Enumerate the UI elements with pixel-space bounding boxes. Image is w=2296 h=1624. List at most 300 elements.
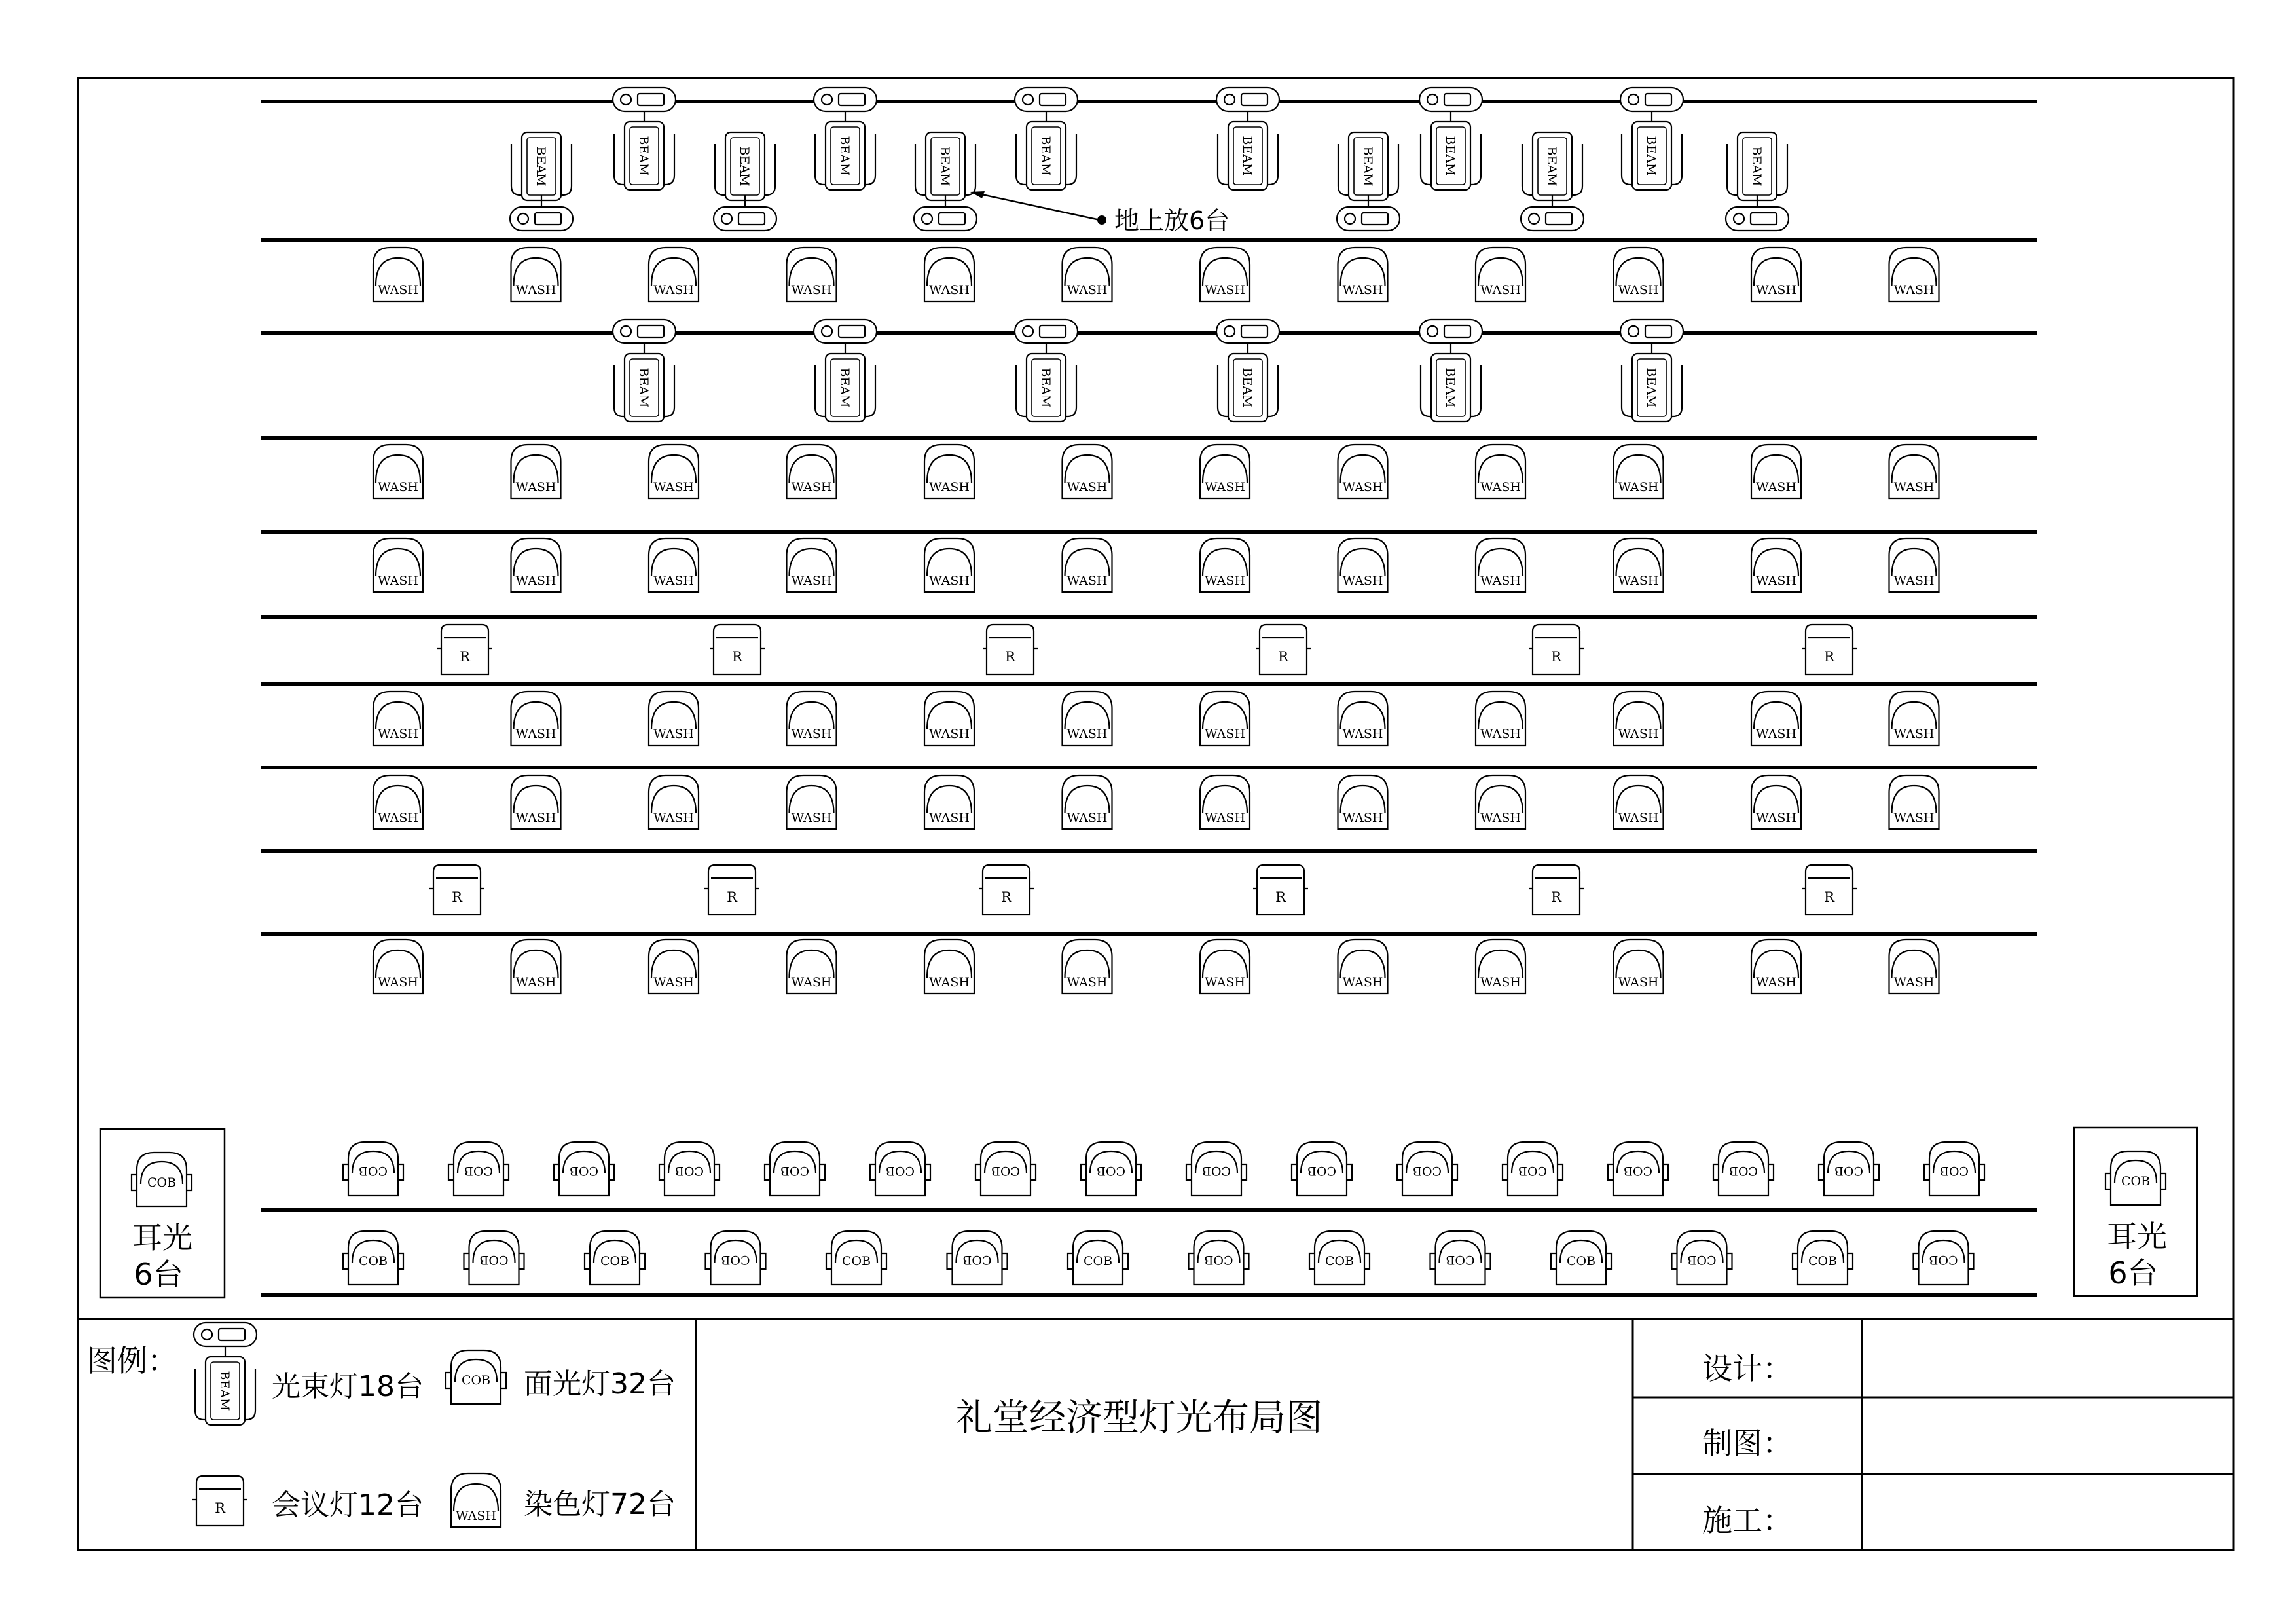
- wash-fixture: [649, 692, 699, 745]
- meeting-fixture: [704, 865, 759, 915]
- wash-fixture-label: WASH: [791, 283, 832, 297]
- legend-label-meeting: 会议灯12台: [272, 1488, 424, 1522]
- meeting-fixture-label: R: [1001, 889, 1011, 905]
- ear-cob-fixture: [2105, 1151, 2166, 1205]
- wash-fixture: [373, 775, 423, 829]
- cob-fixture-label: COB: [1518, 1164, 1548, 1178]
- wash-fixture: [924, 692, 974, 745]
- cob-fixture-label: COB: [885, 1164, 915, 1178]
- cob-fixture: [1397, 1142, 1457, 1196]
- meeting-fixture: [1253, 865, 1308, 915]
- cob-fixture-label: COB: [1096, 1164, 1126, 1178]
- wash-fixture: [1338, 775, 1388, 829]
- wash-fixture-label: WASH: [515, 975, 556, 989]
- beam-fixture-label: BEAM: [938, 146, 952, 187]
- cob-fixture: [585, 1231, 645, 1285]
- wash-fixture: [511, 940, 561, 993]
- wash-fixture: [1889, 445, 1939, 498]
- wash-fixture: [1063, 538, 1112, 592]
- wash-fixture-label: WASH: [1756, 283, 1796, 297]
- cob-fixture-label: COB: [569, 1164, 599, 1178]
- wash-fixture-label: WASH: [1205, 975, 1245, 989]
- meeting-fixture-label: R: [215, 1500, 225, 1516]
- wash-fixture-label: WASH: [1618, 574, 1659, 588]
- wash-fixture-label: WASH: [929, 975, 970, 989]
- cob-fixture-label: COB: [780, 1164, 810, 1178]
- wash-fixture: [924, 445, 974, 498]
- beam-fixture-label: BEAM: [1240, 367, 1254, 408]
- cob-fixture-label: COB: [1687, 1253, 1717, 1267]
- wash-fixture-label: WASH: [929, 574, 970, 588]
- legend-beam-icon: [194, 1323, 257, 1425]
- wash-fixture-label: WASH: [1893, 283, 1935, 297]
- construction-label: 施工：: [1702, 1503, 1793, 1538]
- wash-fixture: [1614, 775, 1664, 829]
- beam-fixture: [1521, 132, 1584, 231]
- cob-fixture-label: COB: [962, 1253, 992, 1267]
- cob-fixture-label: COB: [991, 1164, 1021, 1178]
- cob-fixture: [1068, 1231, 1128, 1285]
- wash-fixture: [649, 248, 699, 301]
- beam-fixture-label: BEAM: [1240, 136, 1254, 176]
- wash-fixture-label: WASH: [929, 480, 970, 494]
- wash-fixture: [649, 775, 699, 829]
- meeting-fixture: [1802, 865, 1857, 915]
- beam-fixture: [1216, 320, 1279, 422]
- cob-fixture: [659, 1142, 720, 1196]
- ear-light-right-count: 6台: [2108, 1255, 2158, 1291]
- legend-meeting-icon: [192, 1476, 247, 1526]
- beam-fixture-label: BEAM: [636, 367, 651, 408]
- wash-fixture-label: WASH: [1893, 811, 1935, 825]
- wash-fixture: [1751, 940, 1801, 993]
- wash-fixture: [1476, 445, 1525, 498]
- cob-fixture-label: COB: [721, 1253, 750, 1267]
- wash-fixture: [1751, 692, 1801, 745]
- wash-fixture: [787, 940, 837, 993]
- wash-fixture: [1614, 940, 1664, 993]
- beam-fixture-label: BEAM: [1749, 146, 1764, 187]
- wash-fixture-label: WASH: [515, 811, 556, 825]
- cob-fixture: [870, 1142, 930, 1196]
- wash-fixture-label: WASH: [515, 480, 556, 494]
- wash-fixture: [649, 445, 699, 498]
- wash-fixture: [1889, 940, 1939, 993]
- cob-fixture: [1292, 1142, 1352, 1196]
- ear-light-right-name: 耳光: [2107, 1219, 2167, 1254]
- cob-fixture-label: COB: [1728, 1164, 1758, 1178]
- wash-fixture: [1614, 248, 1664, 301]
- cob-fixture-label: COB: [2121, 1174, 2151, 1189]
- cob-fixture-label: COB: [1939, 1164, 1969, 1178]
- cob-fixture-label: COB: [1566, 1254, 1596, 1268]
- ear-light-left-count: 6台: [134, 1257, 183, 1292]
- cob-fixture: [947, 1231, 1008, 1285]
- floor-note-arrowhead: [970, 191, 985, 198]
- cob-fixture-label: COB: [1808, 1254, 1838, 1268]
- wash-fixture-label: WASH: [515, 283, 556, 297]
- beam-fixture-label: BEAM: [1644, 136, 1658, 176]
- wash-fixture-label: WASH: [929, 727, 970, 741]
- meeting-fixture-label: R: [1551, 889, 1561, 905]
- cob-fixture: [826, 1231, 886, 1285]
- meeting-fixture: [1256, 625, 1311, 674]
- wash-fixture-label: WASH: [378, 480, 418, 494]
- wash-fixture: [1063, 445, 1112, 498]
- wash-fixture: [924, 940, 974, 993]
- wash-fixture: [1751, 775, 1801, 829]
- wash-fixture-label: WASH: [791, 574, 832, 588]
- wash-fixture-label: WASH: [653, 975, 694, 989]
- wash-fixture-label: WASH: [1066, 811, 1108, 825]
- meeting-fixture: [1802, 625, 1857, 674]
- wash-fixture: [1063, 248, 1112, 301]
- beam-fixture: [510, 132, 573, 231]
- cob-fixture-label: COB: [1623, 1164, 1653, 1178]
- wash-fixture: [649, 538, 699, 592]
- wash-fixture-label: WASH: [1342, 283, 1383, 297]
- wash-fixture: [1200, 445, 1250, 498]
- cob-fixture-label: COB: [479, 1253, 509, 1267]
- wash-fixture-label: WASH: [1205, 574, 1245, 588]
- cob-fixture-label: COB: [147, 1175, 177, 1190]
- wash-fixture-label: WASH: [1480, 480, 1521, 494]
- wash-fixture: [924, 538, 974, 592]
- wash-fixture-label: WASH: [1893, 727, 1935, 741]
- cob-fixture: [706, 1231, 766, 1285]
- wash-fixture-label: WASH: [1066, 727, 1108, 741]
- wash-fixture-label: WASH: [1205, 480, 1245, 494]
- cob-fixture: [765, 1142, 825, 1196]
- beam-fixture-label: BEAM: [534, 146, 548, 187]
- wash-fixture: [373, 538, 423, 592]
- wash-fixture-label: WASH: [1066, 480, 1108, 494]
- wash-fixture: [1614, 445, 1664, 498]
- wash-fixture-label: WASH: [653, 283, 694, 297]
- wash-fixture: [1889, 692, 1939, 745]
- wash-fixture: [1751, 445, 1801, 498]
- design-label: 设计：: [1702, 1351, 1793, 1386]
- wash-fixture: [1476, 940, 1525, 993]
- cob-fixture-label: COB: [1201, 1164, 1231, 1178]
- meeting-fixture-label: R: [732, 649, 742, 665]
- beam-fixture-label: BEAM: [1038, 367, 1053, 408]
- cob-fixture-label: COB: [1307, 1164, 1337, 1178]
- meeting-fixture: [710, 625, 765, 674]
- ear-light-left-icon: [132, 1153, 192, 1206]
- wash-fixture-label: WASH: [1205, 727, 1245, 741]
- cob-fixture-label: COB: [1929, 1253, 1958, 1267]
- ear-light-right: [2074, 1128, 2197, 1296]
- wash-fixture: [373, 248, 423, 301]
- wash-fixture-label: WASH: [378, 727, 418, 741]
- beam-fixture: [714, 132, 776, 231]
- wash-fixture: [1476, 538, 1525, 592]
- beam-fixture-label: BEAM: [1544, 146, 1559, 187]
- wash-fixture: [1200, 248, 1250, 301]
- ear-light-right-icon: [2105, 1151, 2166, 1205]
- wash-fixture: [787, 445, 837, 498]
- beam-fixture: [613, 88, 676, 190]
- wash-fixture: [373, 692, 423, 745]
- wash-fixture-label: WASH: [1480, 811, 1521, 825]
- cob-fixture: [975, 1142, 1036, 1196]
- meeting-fixture-label: R: [1824, 649, 1834, 665]
- meeting-fixture: [437, 625, 492, 674]
- wash-fixture: [1338, 538, 1388, 592]
- wash-fixture-label: WASH: [929, 811, 970, 825]
- beam-fixture: [613, 320, 676, 422]
- beam-fixture: [1337, 132, 1400, 231]
- cob-fixture-label: COB: [1446, 1253, 1475, 1267]
- beam-fixture-label: BEAM: [1443, 367, 1457, 408]
- meeting-fixture-label: R: [1275, 889, 1286, 905]
- cob-fixture: [1914, 1231, 1974, 1285]
- wash-fixture-label: WASH: [1480, 975, 1521, 989]
- cob-fixture: [343, 1231, 403, 1285]
- beam-fixture: [1419, 320, 1482, 422]
- meeting-fixture-label: R: [1278, 649, 1288, 665]
- wash-fixture-label: WASH: [1342, 727, 1383, 741]
- cob-fixture: [1551, 1231, 1611, 1285]
- wash-fixture-label: WASH: [1893, 574, 1935, 588]
- beam-fixture: [1015, 320, 1078, 422]
- meeting-fixture-label: R: [1551, 649, 1561, 665]
- beam-fixture-label: BEAM: [1360, 146, 1375, 187]
- beam-fixture: [1419, 88, 1482, 190]
- cob-fixture-label: COB: [674, 1164, 704, 1178]
- title-block: [1633, 1319, 2234, 1550]
- wash-fixture-label: WASH: [1618, 975, 1659, 989]
- wash-fixture-label: WASH: [1066, 283, 1108, 297]
- cob-fixture: [1081, 1142, 1141, 1196]
- beam-fixture: [1726, 132, 1789, 231]
- legend: [87, 1323, 676, 1527]
- wash-fixture-label: WASH: [1205, 283, 1245, 297]
- legend-label-beam: 光束灯18台: [272, 1370, 424, 1403]
- beam-fixture: [1620, 320, 1683, 422]
- cob-fixture-label: COB: [464, 1164, 494, 1178]
- cob-fixture: [1186, 1142, 1247, 1196]
- beam-fixture: [1216, 88, 1279, 190]
- wash-fixture-label: WASH: [1480, 283, 1521, 297]
- wash-fixture: [1476, 248, 1525, 301]
- wash-fixture-label: WASH: [1893, 975, 1935, 989]
- meeting-fixture: [979, 865, 1034, 915]
- wash-fixture-label: WASH: [653, 480, 694, 494]
- drafting-label: 制图：: [1702, 1426, 1793, 1461]
- wash-fixture: [787, 775, 837, 829]
- wash-fixture-label: WASH: [1756, 811, 1796, 825]
- cob-fixture: [1608, 1142, 1668, 1196]
- wash-fixture-label: WASH: [1756, 480, 1796, 494]
- wash-fixture: [1889, 538, 1939, 592]
- cob-fixture-label: COB: [358, 1164, 388, 1178]
- cob-fixture-label: COB: [461, 1373, 491, 1388]
- wash-fixture-label: WASH: [1066, 574, 1108, 588]
- legend-heading: 图例：: [87, 1343, 177, 1378]
- wash-fixture-label: WASH: [1342, 975, 1383, 989]
- floor-note-dot: [1097, 215, 1106, 225]
- wash-fixture: [787, 692, 837, 745]
- meeting-fixture-label: R: [1005, 649, 1015, 665]
- cob-fixture: [448, 1142, 509, 1196]
- cob-fixture-label: COB: [1834, 1164, 1864, 1178]
- wash-fixture-label: WASH: [653, 727, 694, 741]
- wash-fixture: [1338, 692, 1388, 745]
- beam-fixture-label: BEAM: [217, 1371, 232, 1411]
- beam-fixture-label: BEAM: [1644, 367, 1658, 408]
- wash-fixture-label: WASH: [1618, 811, 1659, 825]
- wash-fixture-label: WASH: [791, 811, 832, 825]
- wash-fixture-label: WASH: [378, 975, 418, 989]
- beam-fixture-label: BEAM: [837, 136, 852, 176]
- beam-fixture-label: BEAM: [1443, 136, 1457, 176]
- beam-fixture: [814, 320, 877, 422]
- meeting-fixture: [429, 865, 484, 915]
- wash-fixture: [1476, 775, 1525, 829]
- wash-fixture: [1889, 775, 1939, 829]
- beam-fixture-label: BEAM: [737, 146, 752, 187]
- beam-fixture: [914, 132, 977, 231]
- wash-fixture-label: WASH: [1893, 480, 1935, 494]
- wash-fixture-label: WASH: [791, 975, 832, 989]
- wash-fixture: [1063, 775, 1112, 829]
- ear-light-left-name: 耳光: [132, 1220, 192, 1255]
- wash-fixture: [1338, 940, 1388, 993]
- wash-fixture: [1200, 538, 1250, 592]
- wash-fixture-label: WASH: [1205, 811, 1245, 825]
- beam-fixture-label: BEAM: [1038, 136, 1053, 176]
- cob-fixture-label: COB: [1204, 1253, 1233, 1267]
- legend-label-cob: 面光灯32台: [524, 1367, 676, 1401]
- wash-fixture: [373, 940, 423, 993]
- wash-fixture: [649, 940, 699, 993]
- beam-fixture-label: BEAM: [636, 136, 651, 176]
- wash-fixture: [1889, 248, 1939, 301]
- wash-fixture: [924, 248, 974, 301]
- wash-fixture-label: WASH: [378, 283, 418, 297]
- wash-fixture: [511, 775, 561, 829]
- wash-fixture: [511, 692, 561, 745]
- cob-fixture: [1672, 1231, 1732, 1285]
- floor-note-callout: [970, 191, 1230, 235]
- wash-fixture-label: WASH: [1480, 727, 1521, 741]
- beam-fixture: [1620, 88, 1683, 190]
- wash-fixture: [1063, 692, 1112, 745]
- cob-fixture-label: COB: [841, 1254, 871, 1268]
- wash-fixture: [1200, 692, 1250, 745]
- wash-fixture: [787, 248, 837, 301]
- wash-fixture-label: WASH: [653, 811, 694, 825]
- drawing-title: 礼堂经济型灯光布局图: [956, 1397, 1322, 1439]
- wash-fixture-label: WASH: [378, 811, 418, 825]
- cob-fixture: [554, 1142, 614, 1196]
- meeting-fixture-label: R: [727, 889, 737, 905]
- meeting-fixture: [1529, 865, 1584, 915]
- cob-fixture: [1793, 1231, 1853, 1285]
- wash-fixture-label: WASH: [456, 1509, 496, 1523]
- wash-fixture-label: WASH: [653, 574, 694, 588]
- wash-fixture: [373, 445, 423, 498]
- cob-fixture: [1430, 1231, 1491, 1285]
- meeting-fixture: [1529, 625, 1584, 674]
- ear-light-left: [100, 1129, 225, 1297]
- beam-fixture: [814, 88, 877, 190]
- wash-fixture-label: WASH: [515, 727, 556, 741]
- meeting-fixture-label: R: [1824, 889, 1834, 905]
- floor-note-text: 地上放6台: [1114, 206, 1230, 235]
- cob-fixture-label: COB: [358, 1254, 388, 1268]
- wash-fixture: [511, 248, 561, 301]
- cob-fixture-label: COB: [1412, 1164, 1442, 1178]
- wash-fixture-label: WASH: [929, 283, 970, 297]
- wash-fixture: [1751, 248, 1801, 301]
- cob-fixture: [1713, 1142, 1774, 1196]
- wash-fixture-label: WASH: [1756, 975, 1796, 989]
- cob-fixture: [1819, 1142, 1879, 1196]
- wash-fixture-label: WASH: [791, 727, 832, 741]
- wash-fixture: [511, 445, 561, 498]
- wash-fixture-label: WASH: [1066, 975, 1108, 989]
- ear-cob-fixture: [132, 1153, 192, 1206]
- wash-fixture: [1338, 445, 1388, 498]
- wash-fixture-label: WASH: [1342, 480, 1383, 494]
- cob-fixture: [464, 1231, 524, 1285]
- cob-fixture: [1309, 1231, 1370, 1285]
- beam-fixture: [1015, 88, 1078, 190]
- cob-fixture-label: COB: [1083, 1254, 1113, 1268]
- wash-fixture-label: WASH: [1618, 727, 1659, 741]
- wash-fixture: [1476, 692, 1525, 745]
- floor-note-leader: [979, 194, 1100, 220]
- cob-fixture: [1924, 1142, 1984, 1196]
- wash-fixture-label: WASH: [1618, 283, 1659, 297]
- wash-fixture: [787, 538, 837, 592]
- cob-fixture: [1189, 1231, 1249, 1285]
- wash-fixture: [511, 538, 561, 592]
- cob-fixture-label: COB: [1324, 1254, 1355, 1268]
- wash-fixture: [1063, 940, 1112, 993]
- wash-fixture-label: WASH: [1756, 727, 1796, 741]
- meeting-fixture-label: R: [452, 889, 462, 905]
- wash-fixture-label: WASH: [1756, 574, 1796, 588]
- wash-fixture-label: WASH: [378, 574, 418, 588]
- legend-label-wash: 染色灯72台: [524, 1488, 676, 1521]
- wash-fixture-label: WASH: [1480, 574, 1521, 588]
- wash-fixture: [1614, 538, 1664, 592]
- wash-fixture-label: WASH: [1342, 811, 1383, 825]
- wash-fixture-label: WASH: [1618, 480, 1659, 494]
- wash-fixture-label: WASH: [515, 574, 556, 588]
- wash-fixture: [924, 775, 974, 829]
- cob-fixture-label: COB: [600, 1254, 630, 1268]
- beam-fixture-label: BEAM: [837, 367, 852, 408]
- meeting-fixture-label: R: [460, 649, 470, 665]
- wash-fixture-label: WASH: [1342, 574, 1383, 588]
- wash-fixture: [1751, 538, 1801, 592]
- cob-fixture: [343, 1142, 403, 1196]
- wash-fixture: [1200, 775, 1250, 829]
- legend-wash-icon: [451, 1473, 501, 1527]
- wash-fixture: [1200, 940, 1250, 993]
- wash-fixture: [1338, 248, 1388, 301]
- cob-fixture: [1503, 1142, 1563, 1196]
- legend-cob-icon: [446, 1350, 506, 1404]
- wash-fixture-label: WASH: [791, 480, 832, 494]
- wash-fixture: [1614, 692, 1664, 745]
- meeting-fixture: [983, 625, 1038, 674]
